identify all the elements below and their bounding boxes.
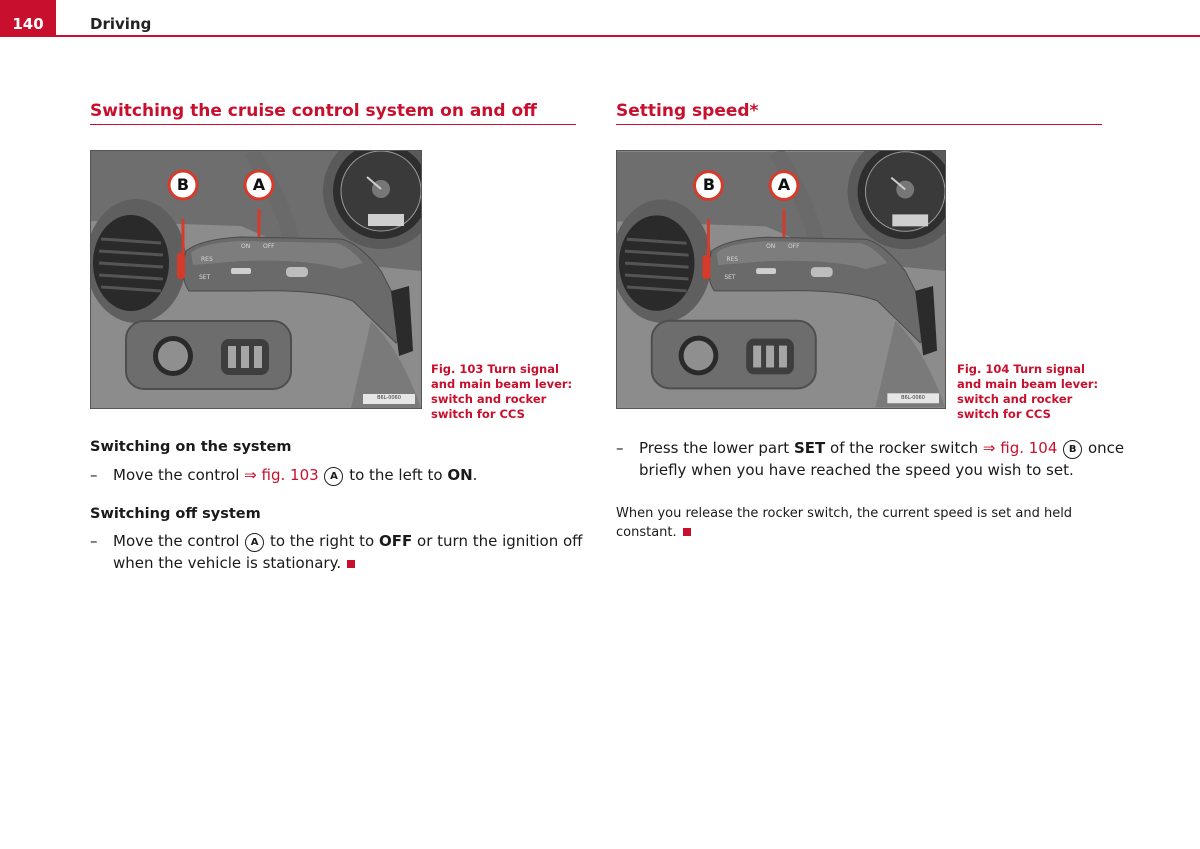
section-title-setting-speed: Setting speed* bbox=[616, 101, 1102, 125]
end-of-section-icon bbox=[347, 560, 355, 568]
header-rule bbox=[56, 35, 1200, 37]
marker-a-icon: A bbox=[245, 533, 264, 552]
figure-reference-link[interactable] bbox=[244, 466, 319, 484]
page-header bbox=[0, 0, 1200, 37]
chapter-title: Driving bbox=[90, 15, 152, 33]
svg-text:ON: ON bbox=[766, 243, 776, 251]
note-paragraph bbox=[616, 504, 1116, 542]
bold-term-on: ON bbox=[447, 466, 473, 484]
arrow-icon: ⇒ bbox=[244, 466, 257, 484]
figure-ref-text: fig. 103 bbox=[261, 466, 319, 484]
figure-103-caption: Fig. 103 Turn signal and main beam lever: switch and rocker switch for CCS bbox=[431, 362, 573, 421]
list-item-text bbox=[639, 437, 1124, 481]
figure-code: B6L-0060 bbox=[377, 395, 401, 401]
text-run: Move the control bbox=[113, 466, 240, 484]
callout-a-label: A bbox=[252, 175, 266, 194]
svg-text:ON: ON bbox=[241, 243, 251, 250]
callout-a-label: A bbox=[777, 175, 791, 194]
figure-104-caption: Fig. 104 Turn signal and main beam lever: switch and rocker switch for CCS bbox=[957, 362, 1099, 421]
callout-b-label: B bbox=[702, 175, 716, 194]
figure-code: B6L-0060 bbox=[901, 395, 925, 401]
text-run: or turn the ignition off bbox=[417, 532, 583, 550]
page-number: 140 bbox=[0, 0, 56, 37]
svg-text:SET: SET bbox=[199, 274, 211, 281]
figure-103 bbox=[90, 150, 422, 409]
list-item-switch-off bbox=[90, 530, 583, 574]
bold-term-set: SET bbox=[793, 439, 826, 457]
text-run: to the left to bbox=[349, 466, 443, 484]
svg-text:RES: RES bbox=[201, 256, 213, 263]
text-run: once bbox=[1087, 439, 1125, 457]
bold-term-off: OFF bbox=[379, 532, 413, 550]
svg-text:SET: SET bbox=[724, 274, 736, 282]
text-run: of the rocker switch bbox=[830, 439, 979, 457]
text-run: when the vehicle is stationary. bbox=[113, 554, 342, 572]
subhead-switching-on: Switching on the system bbox=[90, 439, 292, 455]
list-dash: – bbox=[90, 466, 98, 484]
text-run: to the right to bbox=[269, 532, 375, 550]
list-item-text bbox=[113, 530, 583, 574]
text-run: Move the control bbox=[113, 532, 240, 550]
figure-ref-text: fig. 104 bbox=[1000, 439, 1058, 457]
list-item-switch-on bbox=[90, 464, 576, 486]
text-run: Press the lower part bbox=[639, 439, 790, 457]
marker-a-icon: A bbox=[324, 467, 343, 486]
marker-b-icon: B bbox=[1063, 440, 1082, 459]
section-title-cruise-control: Switching the cruise control system on and off bbox=[90, 101, 576, 125]
list-dash: – bbox=[90, 532, 98, 550]
text-run: briefly when you have reached the speed you wish to set. bbox=[639, 461, 1074, 479]
svg-text:OFF: OFF bbox=[263, 243, 275, 250]
list-item-set-speed bbox=[616, 437, 1125, 481]
list-dash: – bbox=[616, 439, 624, 457]
figure-104 bbox=[616, 150, 946, 409]
svg-text:OFF: OFF bbox=[787, 243, 800, 251]
list-item-text bbox=[113, 464, 477, 486]
text-run: When you release the rocker switch, the current speed is set and held bbox=[616, 506, 1073, 521]
callout-b-label: B bbox=[176, 175, 190, 194]
subhead-switching-off: Switching off system bbox=[90, 506, 261, 522]
figure-reference-link[interactable] bbox=[983, 439, 1058, 457]
text-run: constant. bbox=[616, 525, 677, 540]
text-run: . bbox=[472, 466, 478, 484]
end-of-section-icon bbox=[683, 528, 691, 536]
svg-text:RES: RES bbox=[726, 256, 739, 264]
arrow-icon: ⇒ bbox=[982, 439, 996, 457]
